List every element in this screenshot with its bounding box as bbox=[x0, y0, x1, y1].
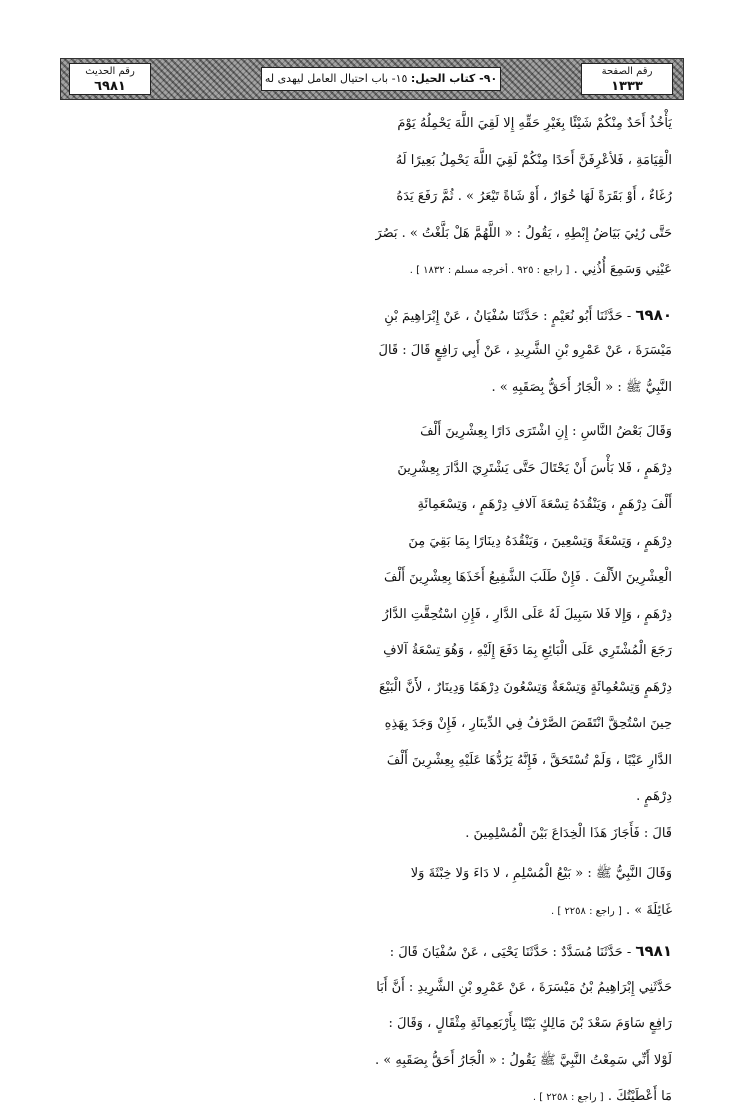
text-line: دِرْهَمٍ وَتِسْعُمِائَةٍ وَتِسْعَةٌ وَتِسْعُونَ دِرْهَمًا وَدِينَارٌ ، لأَنَّ الْبَيْعَ bbox=[379, 679, 672, 695]
hadith-number-6980: ٦٩٨٠ bbox=[635, 305, 672, 324]
text-line: وَقَالَ النَّبِيُّ ﷺ : « بَيْعُ الْمُسْلِمِ ، لا دَاءَ وَلا خِبْثَةَ وَلا bbox=[410, 866, 672, 881]
page-number: ١٣٣٣ bbox=[611, 79, 643, 94]
text-line: دِرْهَمٍ ، وَإِلا فَلا سَبِيلَ لَهُ عَلَى الدَّارِ ، فَإِنِ اسْتُحِقَّتِ الدَّارُ bbox=[382, 606, 672, 622]
text-line: قَالَ : فَأَجَازَ هَذَا الْخِدَاعَ بَيْنَ الْمُسْلِمِينَ . bbox=[465, 825, 672, 841]
spacer bbox=[372, 406, 672, 414]
text-line: دِرْهَمٍ ، فَلا بَأْسَ أَنْ يَحْتَالَ حَتَّى يَشْتَرِيَ الدَّارَ بِعِشْرِينَ bbox=[397, 460, 672, 476]
text-line: رَافِعٍ سَاوَمَ سَعْدَ بْنَ مَالِكٍ بَيْتًا بِأَرْبَعِمِائَةِ مِثْقَالٍ ، وَقَالَ : bbox=[388, 1016, 672, 1031]
text-line: أَلْفَ دِرْهَمٍ ، وَيَنْقُدَهُ تِسْعَةَ آلافِ دِرْهَمٍ ، وَتِسْعَمِائَةِ bbox=[417, 497, 672, 512]
text-line: حِينَ اسْتُحِقَّ انْتَقَضَ الصَّرْفُ فِي الدِّينَارِ ، فَإِنْ وَجَدَ بِهَذِهِ bbox=[384, 716, 672, 731]
text-line: الْقِيَامَةِ ، فَلأعْرِفَنَّ أَحَدًا مِنْكُمْ لَقِيَ اللَّهَ يَحْمِلُ بَعِيرًا لَهُ bbox=[395, 152, 672, 168]
text-line: النَّبِيُّ ﷺ : « الْجَارُ أَحَقُّ بِصَقَبِهِ » . bbox=[491, 379, 672, 395]
page-body bbox=[372, 106, 672, 1116]
reference-note: [ راجع : ٩٢٥ . أخرجه مسلم : ١٨٣٢ ] . bbox=[409, 265, 570, 276]
text-line: مَيْسَرَةَ ، عَنْ عَمْرِو بْنِ الشَّرِيدِ ، عَنْ أَبِي رَافِعٍ قَالَ : قَالَ bbox=[378, 343, 672, 358]
text-line: وَقَالَ بَعْضُ النَّاسِ : إِنِ اشْتَرَى دَارًا بِعِشْرِينَ أَلْفَ bbox=[420, 424, 672, 439]
reference-note: [ راجع : ٢٢٥٨ ] . bbox=[551, 905, 622, 917]
text-line: دِرْهَمٍ ، وَتِسْعَةً وَتِسْعِينَ ، وَيَنْقُدَهُ دِينَارًا بِمَا بَقِيَ مِنَ bbox=[408, 533, 672, 549]
text-segment: - حَدَّثَنَا أَبُو نُعَيْمٍ : حَدَّثَنَا سُفْيَانُ ، عَنْ إِبْرَاهِيمَ بْنِ bbox=[384, 308, 636, 324]
text-segment: عَيْنِي وَسَمِعَ أُذُنِي . bbox=[573, 262, 672, 277]
text-line: دِرْهَمٍ . bbox=[636, 789, 672, 804]
hadith-6980-heading bbox=[372, 297, 672, 334]
text-line: رَجَعَ الْمُشْتَرِي عَلَى الْبَائِعِ بِمَا دَفَعَ إِلَيْهِ ، وَهُوَ تِسْعَةُ آلافِ bbox=[383, 643, 672, 658]
text-line: حَتَّى رُئِيَ بَيَاضُ إِبْطِهِ ، يَقُولُ : « اللَّهُمَّ هَلْ بَلَّغْتُ » . بَصُرَ bbox=[375, 225, 672, 241]
spacer bbox=[372, 289, 672, 297]
hadith-number: ٦٩٨١ bbox=[94, 79, 126, 94]
text-line: الدَّارِ عَيْبًا ، وَلَمْ تُسْتَحَقَّ ، فَإِنَّهُ يَرُدُّهَا عَلَيْهِ بِعِشْرِينَ أَلْفَ bbox=[386, 752, 672, 768]
hadith-number-label: رقم الحديث bbox=[85, 66, 135, 77]
text-segment: مَا أَعْطَيْتُكَ . bbox=[607, 1089, 672, 1104]
text-line: لَوْلا أَنِّي سَمِعْتُ النَّبِيَّ ﷺ يَقُولُ : « الْجَارُ أَحَقُّ بِصَقَبِهِ » . bbox=[375, 1052, 672, 1068]
text-segment: - حَدَّثَنَا مُسَدَّدٌ : حَدَّثَنَا يَحْيَى ، عَنْ سُفْيَانَ قَالَ : bbox=[389, 945, 636, 960]
hadith-number-6981: ٦٩٨١ bbox=[635, 942, 672, 960]
text-line: رُغَاءٌ ، أَوْ بَقَرَةً لَهَا خُوَارٌ ، أَوْ شَاةً تَيْعَرُ » . ثُمَّ رَفَعَ يَدَهُ bbox=[396, 189, 672, 204]
text-line bbox=[372, 252, 672, 289]
page-header bbox=[60, 58, 684, 100]
hadith-6981-heading bbox=[372, 933, 672, 970]
chapter-title-box bbox=[261, 67, 501, 91]
text-line bbox=[372, 1079, 672, 1116]
text-line: يَأْخُذُ أَحَدٌ مِنْكُمْ شَيْئًا بِغَيْرِ حَقِّهِ إِلا لَقِيَ اللَّهَ يَحْمِلُهُ يَوْمَ bbox=[397, 116, 672, 131]
hadith-number-box bbox=[69, 63, 151, 95]
text-segment: غَائِلَةَ » . bbox=[625, 902, 672, 918]
page-number-box bbox=[581, 63, 673, 95]
page-number-label: رقم الصفحة bbox=[601, 66, 653, 77]
book-title: ٩٠- كتاب الحيل: bbox=[410, 72, 498, 85]
reference-note: [ راجع : ٢٢٥٨ ] . bbox=[532, 1092, 604, 1103]
chapter-title: ١٥- باب احتيال العامل ليهدى له bbox=[264, 72, 411, 85]
text-line bbox=[372, 893, 672, 930]
text-line: الْعِشْرِينَ الأَلْفَ . فَإِنْ طَلَبَ الشَّفِيعُ أَخَذَهَا بِعِشْرِينَ أَلْفَ bbox=[384, 570, 672, 585]
text-line: حَدَّثَنِي إِبْرَاهِيمُ بْنُ مَيْسَرَةَ ، عَنْ عَمْرِو بْنِ الشَّرِيدِ : أَنَّ أَبَا bbox=[376, 979, 672, 995]
